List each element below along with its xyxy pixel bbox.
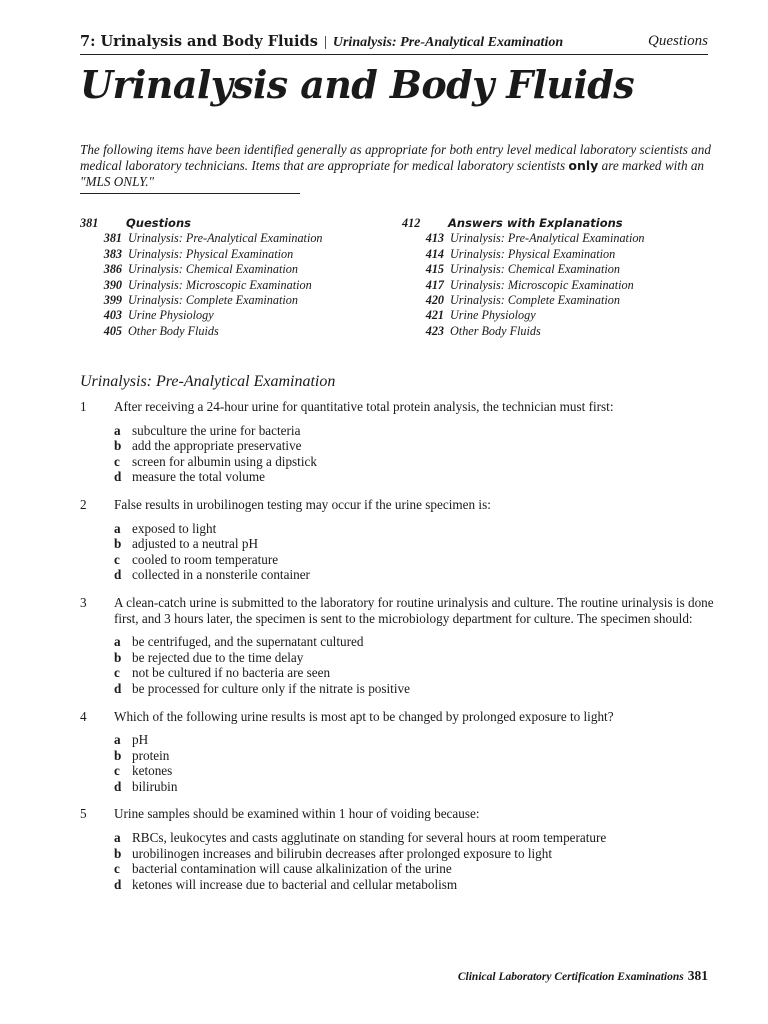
intro-divider: [80, 193, 300, 194]
option-letter: d: [114, 778, 122, 794]
answer-option: [114, 861, 720, 877]
question-item: [80, 399, 720, 485]
option-letter: b: [114, 536, 122, 552]
option-text: not be cultured if no bacteria are seen: [132, 665, 331, 681]
option-letter: c: [114, 665, 120, 681]
toc-entry-label: Urinalysis: Pre-Analytical Examination: [450, 231, 645, 246]
toc-list: [402, 231, 702, 339]
toc-entry-page: 415: [425, 262, 444, 277]
toc-entry-page: 417: [425, 277, 444, 292]
option-text: be rejected due to the time delay: [132, 649, 304, 665]
toc-entry: [402, 247, 702, 262]
answer-options: [80, 521, 720, 583]
answer-option: [114, 552, 720, 568]
answer-option: [114, 438, 720, 454]
toc-questions: [80, 216, 380, 339]
option-letter: a: [114, 732, 121, 748]
toc-entry-page: 413: [425, 231, 444, 246]
toc-entry-label: Urinalysis: Pre-Analytical Examination: [128, 231, 323, 246]
answer-options: [80, 634, 720, 696]
toc-entry-page: 399: [103, 293, 122, 308]
option-text: exposed to light: [132, 520, 217, 536]
toc-entry: [402, 308, 702, 323]
toc-entry: [80, 247, 380, 262]
intro-emphasis: only: [568, 158, 599, 173]
toc-heading-page: 381: [80, 216, 99, 230]
question-list: [80, 399, 720, 904]
answer-option: [114, 763, 720, 779]
answer-option: [114, 423, 720, 439]
question-number: 2: [80, 496, 87, 512]
option-text: cooled to room temperature: [132, 551, 279, 567]
option-text: bacterial contamination will cause alkalinization of the urine: [132, 861, 452, 877]
toc-entry: [402, 324, 702, 339]
option-text: screen for albumin using a dipstick: [132, 453, 317, 469]
option-letter: b: [114, 649, 122, 665]
answer-option: [114, 454, 720, 470]
intro-text: The following items have been identified generally as appropriate for both entry level medical laboratory scientists and medical laboratory technicians. Items that are appropriate for medical laboratory scientists: [80, 142, 711, 173]
header-right-label: Questions: [648, 33, 708, 49]
answer-options: [80, 732, 720, 794]
intro-text-end: are marked with an "MLS ONLY.": [80, 158, 705, 189]
option-letter: a: [114, 634, 121, 650]
option-text: urobilinogen increases and bilirubin decreases after prolonged exposure to light: [132, 845, 553, 861]
toc-list: [80, 231, 380, 339]
toc-answers: [402, 216, 702, 339]
toc-heading-label: Questions: [126, 216, 191, 230]
question-number: 5: [80, 806, 87, 822]
option-text: ketones will increase due to bacterial and cellular metabolism: [132, 876, 458, 892]
toc-entry-label: Urinalysis: Microscopic Examination: [450, 277, 634, 292]
toc-entry: [80, 278, 380, 293]
answer-option: [114, 779, 720, 795]
toc-heading-page: 412: [402, 216, 421, 230]
option-letter: a: [114, 422, 121, 438]
option-letter: c: [114, 763, 120, 779]
toc-entry: [80, 293, 380, 308]
toc-entry-page: 405: [103, 323, 122, 338]
toc-entry: [80, 262, 380, 277]
option-letter: c: [114, 861, 120, 877]
toc-entry-page: 386: [103, 262, 122, 277]
answer-option: [114, 469, 720, 485]
toc-heading: [80, 216, 380, 231]
option-text: be centrifuged, and the supernatant cultured: [132, 634, 364, 650]
toc-entry-label: Urinalysis: Microscopic Examination: [128, 277, 312, 292]
option-letter: c: [114, 453, 120, 469]
toc-entry-label: Urinalysis: Physical Examination: [450, 246, 616, 261]
answer-option: [114, 877, 720, 893]
question-item: [80, 497, 720, 583]
toc-entry-label: Urinalysis: Chemical Examination: [450, 262, 620, 277]
answer-option: [114, 634, 720, 650]
option-letter: a: [114, 520, 121, 536]
toc-entry-page: 423: [425, 323, 444, 338]
answer-option: [114, 830, 720, 846]
toc-entry-page: 403: [103, 308, 122, 323]
option-text: pH: [132, 732, 149, 748]
option-text: add the appropriate preservative: [132, 438, 302, 454]
answer-option: [114, 732, 720, 748]
toc-entry-label: Urine Physiology: [450, 308, 536, 323]
toc-entry-page: 420: [425, 293, 444, 308]
option-text: bilirubin: [132, 778, 178, 794]
page-number: 381: [687, 968, 708, 983]
answer-options: [80, 830, 720, 892]
answer-option: [114, 567, 720, 583]
toc-entry-page: 383: [103, 246, 122, 261]
question-stem: [80, 709, 720, 725]
question-stem: [80, 806, 720, 822]
answer-option: [114, 521, 720, 537]
question-number: 3: [80, 594, 87, 610]
toc-entry: [80, 324, 380, 339]
option-text: RBCs, leukocytes and casts agglutinate on standing for several hours at room temperature: [132, 830, 607, 846]
section-heading: Urinalysis: Pre-Analytical Examination: [80, 373, 336, 390]
option-letter: a: [114, 830, 121, 846]
toc-entry: [402, 293, 702, 308]
question-stem: [80, 497, 720, 513]
toc-entry-label: Other Body Fluids: [128, 323, 219, 338]
intro-paragraph: [80, 142, 720, 190]
header-section: Urinalysis: Pre-Analytical Examination: [332, 35, 564, 50]
question-number: 4: [80, 708, 87, 724]
question-text: A clean-catch urine is submitted to the laboratory for routine urinalysis and culture. The routine urinalysis is done first, and 3 hours later, the specimen is sent to the microbiology department for culture. The specimen should:: [114, 594, 714, 626]
answer-option: [114, 650, 720, 666]
toc-entry-label: Urine Physiology: [128, 308, 214, 323]
question-text: After receiving a 24-hour urine for quantitative total protein analysis, the technician must first:: [114, 399, 614, 414]
answer-option: [114, 748, 720, 764]
toc-heading: [402, 216, 702, 231]
toc-entry: [80, 231, 380, 246]
question-text: Urine samples should be examined within 1 hour of voiding because:: [114, 806, 480, 822]
running-header: [80, 33, 708, 55]
option-letter: b: [114, 438, 122, 454]
toc-entry: [80, 308, 380, 323]
question-item: [80, 806, 720, 892]
answer-option: [114, 536, 720, 552]
option-letter: d: [114, 876, 122, 892]
page-footer: [300, 968, 708, 984]
option-text: ketones: [132, 763, 173, 779]
option-letter: b: [114, 747, 122, 763]
chapter-title: Urinalysis and Body Fluids: [80, 62, 635, 107]
toc-entry: [402, 262, 702, 277]
question-item: [80, 595, 720, 697]
header-separator: |: [323, 34, 327, 50]
header-chapter: 7: Urinalysis and Body Fluids: [80, 33, 318, 50]
toc-entry-page: 421: [425, 308, 444, 323]
answer-option: [114, 665, 720, 681]
option-text: measure the total volume: [132, 469, 265, 485]
toc-entry: [402, 278, 702, 293]
option-letter: d: [114, 469, 122, 485]
answer-options: [80, 423, 720, 485]
option-letter: b: [114, 845, 122, 861]
option-text: collected in a nonsterile container: [132, 567, 310, 583]
toc-entry-label: Other Body Fluids: [450, 323, 541, 338]
question-number: 1: [80, 399, 87, 414]
toc-entry-page: 381: [103, 231, 122, 246]
toc-entry-label: Urinalysis: Chemical Examination: [128, 262, 298, 277]
toc-heading-label: Answers with Explanations: [448, 216, 623, 230]
option-text: be processed for culture only if the nitrate is positive: [132, 680, 410, 696]
toc-entry-page: 414: [425, 246, 444, 261]
footer-book-title: Clinical Laboratory Certification Examinations: [457, 971, 684, 983]
toc-entry-page: 390: [103, 277, 122, 292]
answer-option: [114, 846, 720, 862]
option-text: adjusted to a neutral pH: [132, 536, 258, 552]
question-item: [80, 709, 720, 795]
option-text: protein: [132, 747, 170, 763]
option-letter: d: [114, 680, 122, 696]
option-letter: c: [114, 551, 120, 567]
toc-entry-label: Urinalysis: Complete Examination: [128, 293, 298, 308]
question-text: Which of the following urine results is most apt to be changed by prolonged exposure to light?: [114, 708, 614, 724]
option-text: subculture the urine for bacteria: [132, 422, 301, 438]
question-stem: [80, 595, 720, 626]
answer-option: [114, 681, 720, 697]
toc-entry-label: Urinalysis: Complete Examination: [450, 293, 620, 308]
question-stem: [80, 399, 720, 415]
toc-entry-label: Urinalysis: Physical Examination: [128, 246, 294, 261]
question-text: False results in urobilinogen testing may occur if the urine specimen is:: [114, 496, 491, 512]
option-letter: d: [114, 567, 122, 583]
toc-entry: [402, 231, 702, 246]
